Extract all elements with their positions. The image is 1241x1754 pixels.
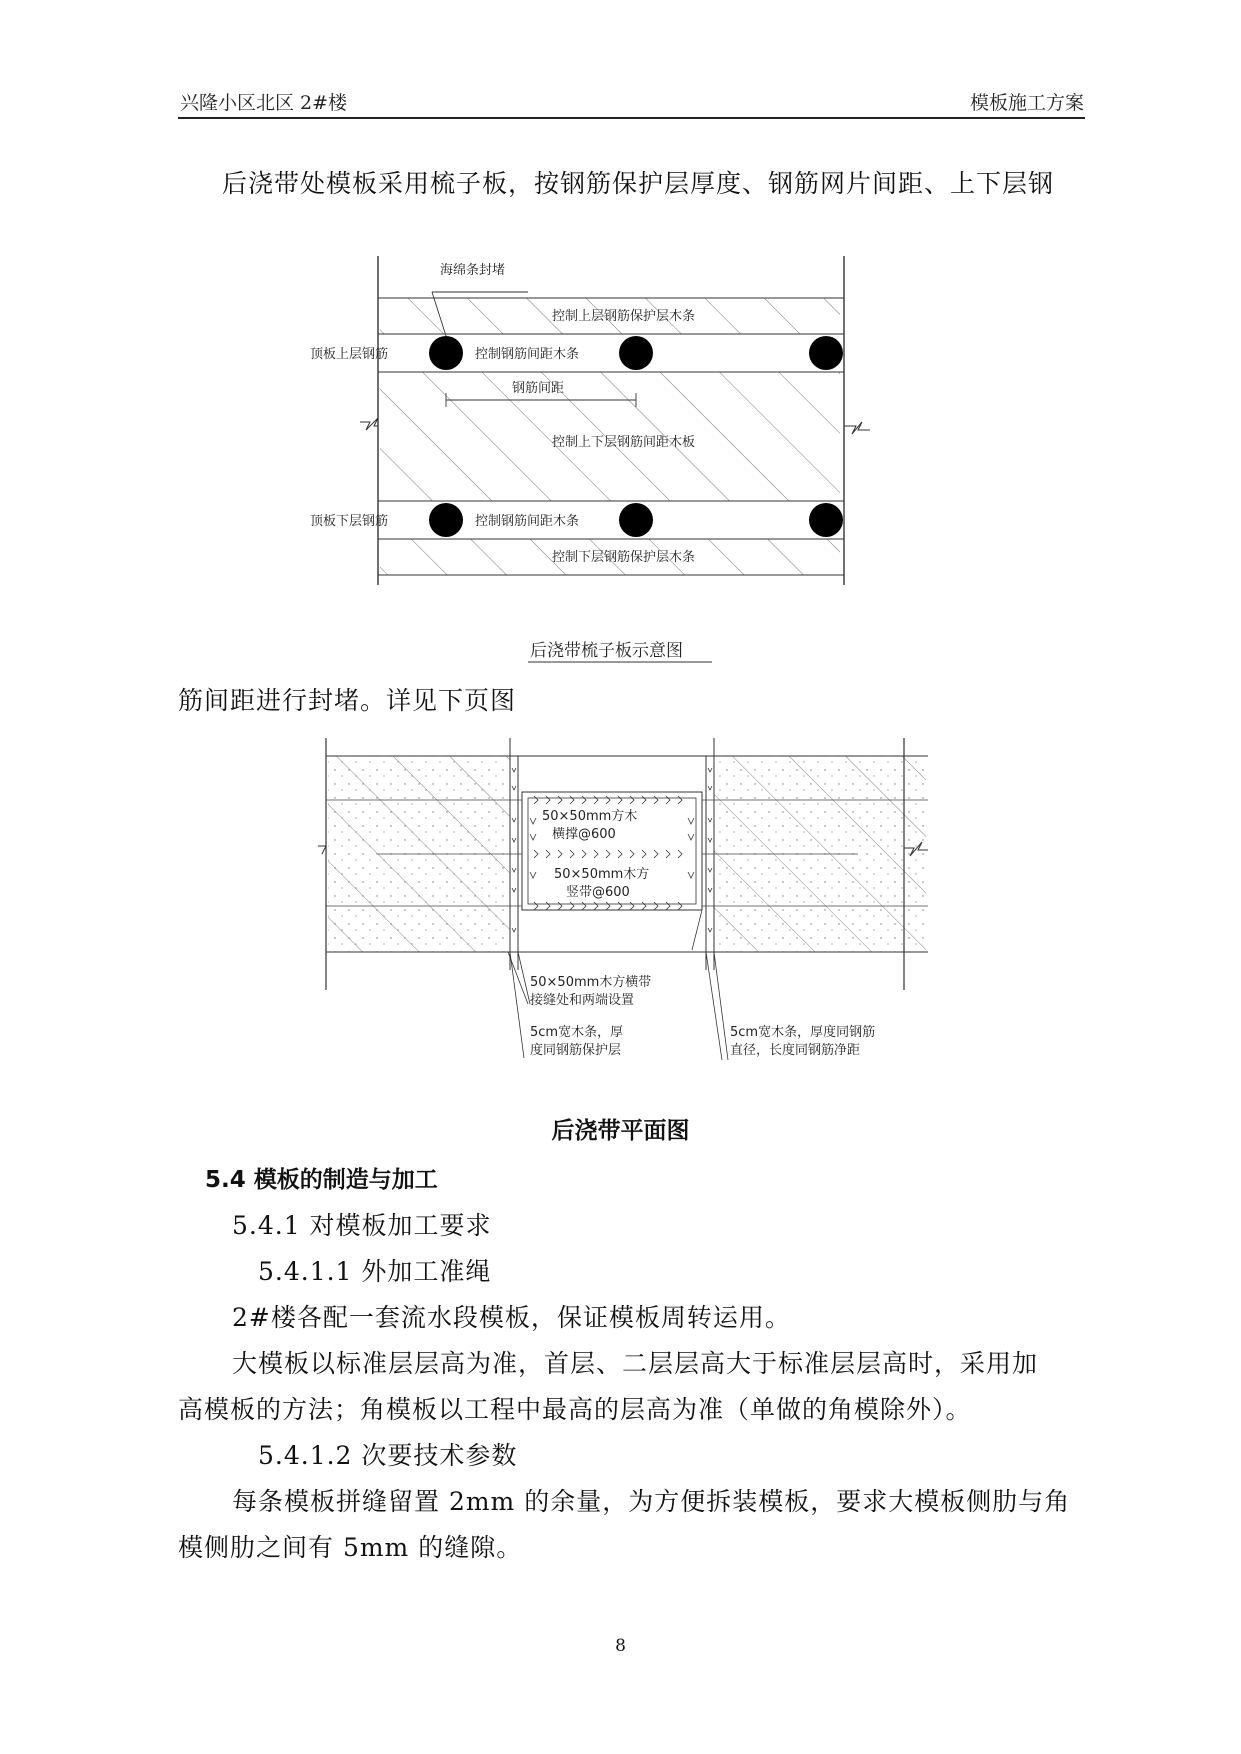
- comb-board-diagram: [300, 250, 920, 670]
- section-title: 5.4 模板的制造与加工: [205, 1167, 438, 1193]
- lower-rebar-1: [429, 503, 463, 537]
- lower-rebar-3: [809, 503, 843, 537]
- subsection-5-4-1-1: 5.4.1.1 外加工准绳: [258, 1257, 492, 1286]
- text-large-formwork-a: 大模板以标准层层高为准，首层、二层层高大于标准层层高时，采用加: [232, 1349, 1039, 1378]
- label-rebar-spacing: 钢筋间距: [512, 381, 565, 396]
- label-sponge: 海绵条封堵: [440, 263, 506, 278]
- label-vert-b: 竖带@600: [566, 885, 630, 900]
- upper-rebar-2: [619, 336, 653, 370]
- upper-rebar-3: [809, 336, 843, 370]
- paragraph-continuation: 筋间距进行封堵。详见下页图: [178, 686, 517, 715]
- figure1-caption: 后浇带梳子板示意图: [530, 641, 683, 661]
- subsection-5-4-1-2: 5.4.1.2 次要技术参数: [258, 1441, 518, 1470]
- label-spacing-strip-bottom: 控制钢筋间距木条: [475, 514, 580, 529]
- label-top-rebar: 顶板上层钢筋: [310, 347, 389, 362]
- label-strip-left-a: 5cm宽木条，厚: [530, 1025, 624, 1040]
- label-strip-right-a: 5cm宽木条，厚度同钢筋: [730, 1025, 876, 1040]
- header-rule: [178, 117, 1085, 119]
- label-brace-b: 横撑@600: [552, 827, 616, 842]
- text-large-formwork-b: 高模板的方法；角模板以工程中最高的层高为准（单做的角模除外）。: [178, 1395, 972, 1424]
- label-strip-left-b: 度同钢筋保护层: [530, 1043, 622, 1058]
- label-strip-right-b: 直径，长度同钢筋净距: [730, 1043, 861, 1058]
- label-band-b: 接缝处和两端设置: [530, 993, 635, 1008]
- label-vert-a: 50×50mm木方: [554, 867, 650, 882]
- page-number: 8: [615, 1636, 626, 1656]
- figure2-caption: 后浇带平面图: [551, 1118, 690, 1144]
- label-layer-board: 控制上下层钢筋间距木板: [552, 435, 696, 450]
- label-lower-cover: 控制下层钢筋保护层木条: [552, 550, 696, 565]
- text-flow-segment: 2#楼各配一套流水段模板，保证模板周转运用。: [232, 1303, 791, 1332]
- post-cast-strip-plan: [318, 738, 938, 1078]
- subsection-5-4-1: 5.4.1 对模板加工要求: [232, 1211, 492, 1240]
- label-bottom-rebar: 顶板下层钢筋: [310, 514, 389, 529]
- header-right: 模板施工方案: [969, 92, 1084, 114]
- text-seam-a: 每条模板拼缝留置 2mm 的余量，为方便拆装模板，要求大模板侧肋与角: [232, 1487, 1071, 1516]
- label-brace-a: 50×50mm方木: [542, 809, 638, 824]
- paragraph-intro: 后浇带处模板采用梳子板，按钢筋保护层厚度、钢筋网片间距、上下层钢: [222, 169, 1055, 198]
- header-left: 兴隆小区北区 2#楼: [180, 92, 348, 114]
- label-band-a: 50×50mm木方横带: [530, 975, 652, 990]
- formwork-hatch: [380, 298, 840, 530]
- label-spacing-strip-top: 控制钢筋间距木条: [475, 347, 580, 362]
- label-upper-cover: 控制上层钢筋保护层木条: [552, 309, 696, 324]
- upper-rebar-1: [429, 336, 463, 370]
- lower-rebar-2: [619, 503, 653, 537]
- text-seam-b: 模侧肋之间有 5mm 的缝隙。: [178, 1533, 523, 1562]
